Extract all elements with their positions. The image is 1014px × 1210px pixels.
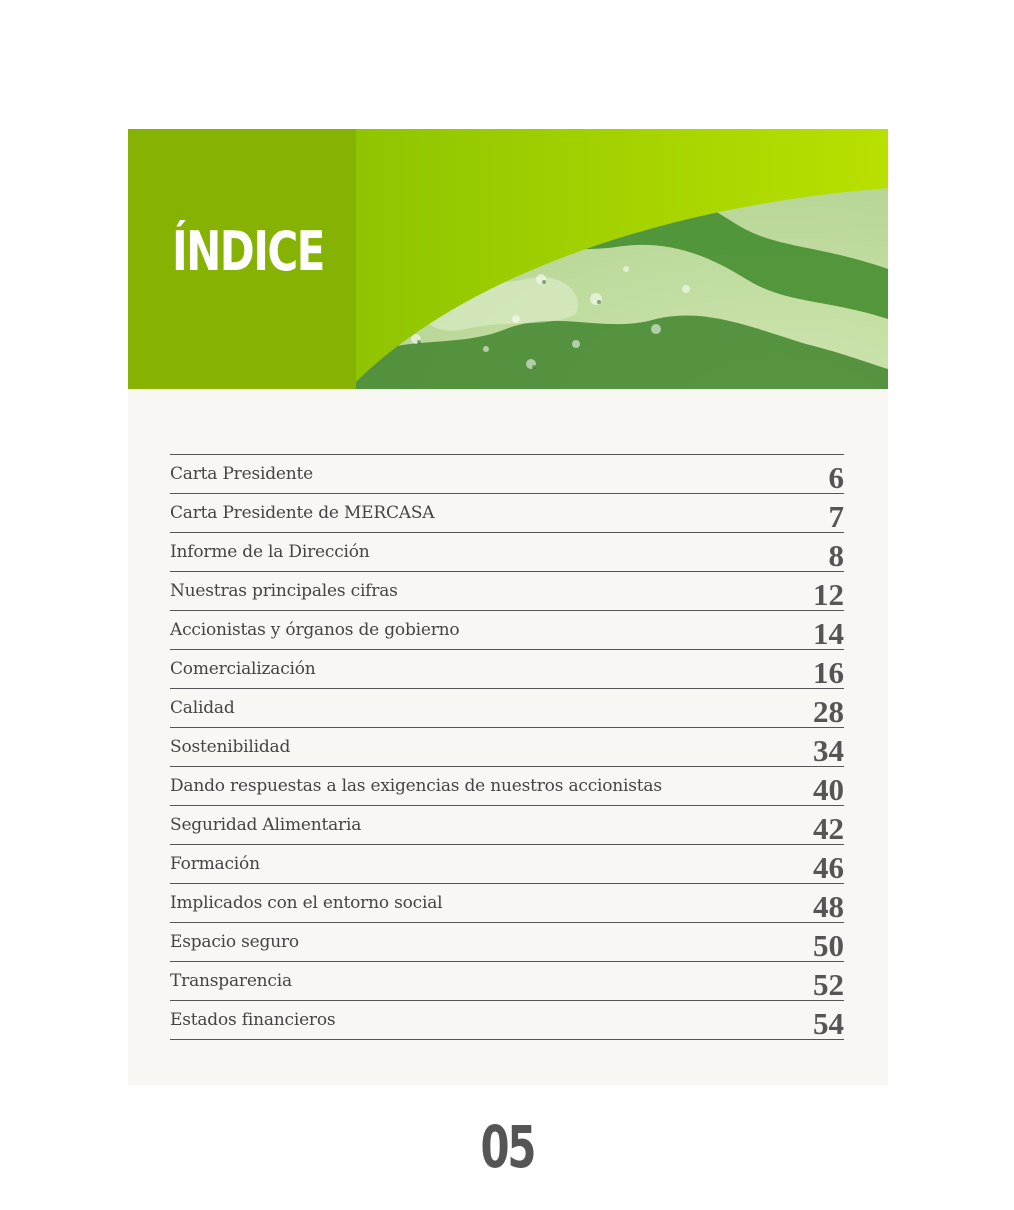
toc-entry-page: 54 bbox=[813, 1005, 844, 1041]
toc-entry[interactable] bbox=[170, 767, 844, 806]
toc-entry-label: Carta Presidente bbox=[170, 464, 314, 484]
title-block bbox=[128, 129, 356, 389]
toc-entry-page: 46 bbox=[813, 849, 844, 885]
page-number-text: 05 bbox=[480, 1113, 534, 1181]
page-title: ÍNDICE bbox=[172, 220, 324, 283]
watermelon-illustration bbox=[356, 129, 888, 389]
toc-entry-label: Espacio seguro bbox=[170, 932, 299, 952]
toc-entry-label: Calidad bbox=[170, 698, 235, 718]
watermelon-photo bbox=[356, 129, 888, 389]
toc-entry-label: Transparencia bbox=[170, 971, 292, 991]
toc-entry[interactable] bbox=[170, 806, 844, 845]
toc-entry-label: Accionistas y órganos de gobierno bbox=[170, 620, 460, 640]
toc-entry[interactable] bbox=[170, 884, 844, 923]
toc-entry[interactable] bbox=[170, 923, 844, 962]
toc-entry-page: 28 bbox=[813, 693, 844, 729]
table-of-contents bbox=[170, 454, 844, 1040]
toc-entry[interactable] bbox=[170, 572, 844, 611]
toc-entry[interactable] bbox=[170, 611, 844, 650]
toc-entry[interactable] bbox=[170, 533, 844, 572]
toc-entry[interactable] bbox=[170, 1001, 844, 1040]
toc-entry[interactable] bbox=[170, 689, 844, 728]
toc-entry-page: 12 bbox=[813, 576, 844, 612]
toc-entry-label: Seguridad Alimentaria bbox=[170, 815, 362, 835]
toc-entry-page: 16 bbox=[813, 654, 844, 690]
toc-entry-label: Carta Presidente de MERCASA bbox=[170, 503, 435, 523]
toc-entry-label: Formación bbox=[170, 854, 260, 874]
page-number bbox=[0, 1113, 1014, 1181]
toc-entry-label: Estados financieros bbox=[170, 1010, 336, 1030]
index-header bbox=[128, 129, 888, 389]
toc-entry[interactable] bbox=[170, 845, 844, 884]
toc-entry-page: 6 bbox=[828, 459, 844, 495]
toc-entry-page: 52 bbox=[813, 966, 844, 1002]
toc-entry[interactable] bbox=[170, 650, 844, 689]
toc-entry-page: 50 bbox=[813, 927, 844, 963]
toc-entry-label: Implicados con el entorno social bbox=[170, 893, 443, 913]
toc-entry-label: Informe de la Dirección bbox=[170, 542, 370, 562]
toc-entry[interactable] bbox=[170, 962, 844, 1001]
toc-entry-page: 48 bbox=[813, 888, 844, 924]
toc-entry-label: Comercialización bbox=[170, 659, 316, 679]
toc-entry[interactable] bbox=[170, 494, 844, 533]
toc-entry-label: Nuestras principales cifras bbox=[170, 581, 398, 601]
toc-entry-page: 8 bbox=[828, 537, 844, 573]
toc-entry[interactable] bbox=[170, 728, 844, 767]
toc-entry-page: 14 bbox=[813, 615, 844, 651]
toc-entry-page: 34 bbox=[813, 732, 844, 768]
toc-entry-page: 7 bbox=[828, 498, 844, 534]
toc-entry-page: 40 bbox=[813, 771, 844, 807]
toc-entry-page: 42 bbox=[813, 810, 844, 846]
toc-entry[interactable] bbox=[170, 455, 844, 494]
toc-entry-label: Dando respuestas a las exigencias de nuestros accionistas bbox=[170, 776, 662, 796]
toc-entry-label: Sostenibilidad bbox=[170, 737, 291, 757]
index-card bbox=[128, 129, 888, 1085]
